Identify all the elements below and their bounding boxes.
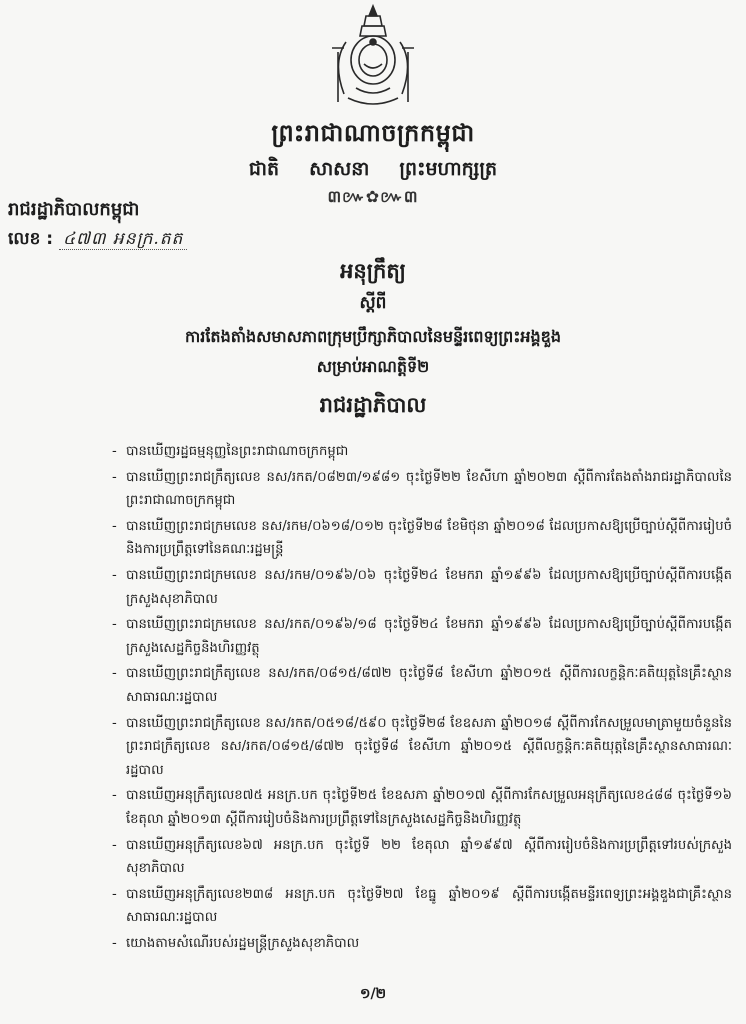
list-item: - យោងតាមសំណើរបស់រដ្ឋមន្ត្រីក្រសួងសុខាភិបាល	[112, 932, 732, 956]
document-subject	[0, 322, 746, 382]
list-item: - បានឃើញព្រះរាជក្រមលេខ នស/រកម/០១៩៦/០៦ ចុះថ្ងៃទី២៤ ខែមករា ឆ្នាំ១៩៩៦ ដែលប្រកាសឱ្យប្រើច្បាប់ស្ដីពីការបង្កើតក្រសួងសុខាភិបាល	[112, 564, 732, 611]
kingdom-heading: ព្រះរាជាណាចក្រកម្ពុជា	[271, 119, 475, 147]
document-title: អនុក្រឹត្យ	[340, 259, 406, 283]
subject-line-1: ការតែងតាំងសមាសភាពក្រុមប្រឹក្សាភិបាលនៃមន្ទីរពេទ្យព្រះអង្គឌួង	[185, 327, 561, 346]
motto-king: ព្រះមហាក្សត្រ	[399, 158, 498, 180]
list-item: - បានឃើញព្រះរាជក្រឹត្យលេខ នស/រកត/០៥១៨/៥៩០ ចុះថ្ងៃទី២៨ ខែឧសភា ឆ្នាំ២០១៨ ស្ដីពីការកែសម្រួលមាត្រាមួយចំនួននៃព្រះរាជក្រឹត្យលេខ នស/រកត/០៨១៥/៨៧២ ចុះថ្ងៃទី៨ ខែសីហា ឆ្នាំ២០១៥ ស្ដីពីលក្ខន្តិកៈគតិយុត្តនៃគ្រឹះស្ថានសាធារណៈរដ្ឋបាល	[112, 712, 732, 783]
list-item: - បានឃើញអនុក្រឹត្យលេខ៦៧ អនក្រ.បក ចុះថ្ងៃទី ២២ ខែតុលា ឆ្នាំ១៩៩៧ ស្ដីពីការរៀបចំនិងការប្រព្រឹត្តទៅរបស់ក្រសួងសុខាភិបាល	[112, 834, 732, 881]
document-number	[8, 228, 187, 253]
royal-emblem-icon	[318, 2, 428, 112]
list-item: - បានឃើញព្រះរាជក្រឹត្យលេខ នស/រកត/០៨១៥/៨៧២ ចុះថ្ងៃទី៨ ខែសីហា ឆ្នាំ២០១៥ ស្ដីពីការលក្ខន្តិកៈគតិយុត្តនៃគ្រឹះស្ថានសាធារណៈរដ្ឋបាល	[112, 662, 732, 709]
national-motto	[0, 157, 746, 185]
references-list	[112, 440, 732, 957]
subject-line-2: សម្រាប់អាណត្តិទី២	[316, 357, 430, 376]
motto-nation: ជាតិ	[248, 158, 280, 180]
list-item: - បានឃើញព្រះរាជក្រឹត្យលេខ នស/រកត/០៨២៣/១៩៨១ ចុះថ្ងៃទី២២ ខែសីហា ឆ្នាំ២០២៣ ស្ដីពីការតែងតាំងរាជរដ្ឋាភិបាលនៃព្រះរាជាណាចក្រកម្ពុជា	[112, 466, 732, 513]
ornament-divider: ៣៚✿៚៣	[327, 187, 419, 206]
list-item: - បានឃើញព្រះរាជក្រមលេខ នស/រកម/០៦១៨/០១២ ចុះថ្ងៃទី២៨ ខែមិថុនា ឆ្នាំ២០១៨ ដែលប្រកាសឱ្យប្រើច្បាប់ស្ដីពីការរៀបចំនិងការប្រព្រឹត្តទៅនៃគណៈរដ្ឋមន្ត្រី	[112, 515, 732, 562]
list-item: - បានឃើញព្រះរាជក្រមលេខ នស/រកត/០១៩៦/១៨ ចុះថ្ងៃទី២៤ ខែមករា ឆ្នាំ១៩៩៦ ដែលប្រកាសឱ្យប្រើច្បាប់ស្ដីពីការបង្កើតក្រសួងសេដ្ឋកិច្ចនិងហិរញ្ញវត្ថុ	[112, 613, 732, 660]
document-number-label: លេខ :	[8, 229, 54, 249]
government-heading: រាជរដ្ឋាភិបាល	[319, 393, 427, 417]
motto-religion: សាសនា	[309, 158, 370, 180]
list-item: - បានឃើញអនុក្រឹត្យលេខ២៣៨ អនក្រ.បក ចុះថ្ងៃទី២៧ ខែធ្នូ ឆ្នាំ២០១៩ ស្ដីពីការបង្កើតមន្ទីរពេទ្យព្រះអង្គឌួងជាគ្រឹះស្ថានសាធារណៈរដ្ឋបាល	[112, 883, 732, 930]
document-about: ស្ដីពី	[359, 293, 387, 313]
list-item: - បានឃើញអនុក្រឹត្យលេខ៧៥ អនក្រ.បក ចុះថ្ងៃទី២៥ ខែឧសភា ឆ្នាំ២០១៧ ស្ដីពីការកែសម្រួលអនុក្រឹត្យលេខ៤៨៨ ចុះថ្ងៃទី១៦ ខែតុលា ឆ្នាំ២០១៣ ស្ដីពីការរៀបចំនិងការប្រព្រឹត្តទៅនៃក្រសួងសេដ្ឋកិច្ចនិងហិរញ្ញវត្ថុ	[112, 784, 732, 831]
document-number-value: ៤៧៣ អនក្រ.តត	[59, 229, 187, 250]
list-item: - បានឃើញរដ្ឋធម្មនុញ្ញនៃព្រះរាជាណាចក្រកម្ពុជា	[112, 440, 732, 464]
page-number: ១/២	[359, 986, 387, 1002]
issuer-name: រាជរដ្ឋាភិបាលកម្ពុជា	[8, 199, 140, 220]
